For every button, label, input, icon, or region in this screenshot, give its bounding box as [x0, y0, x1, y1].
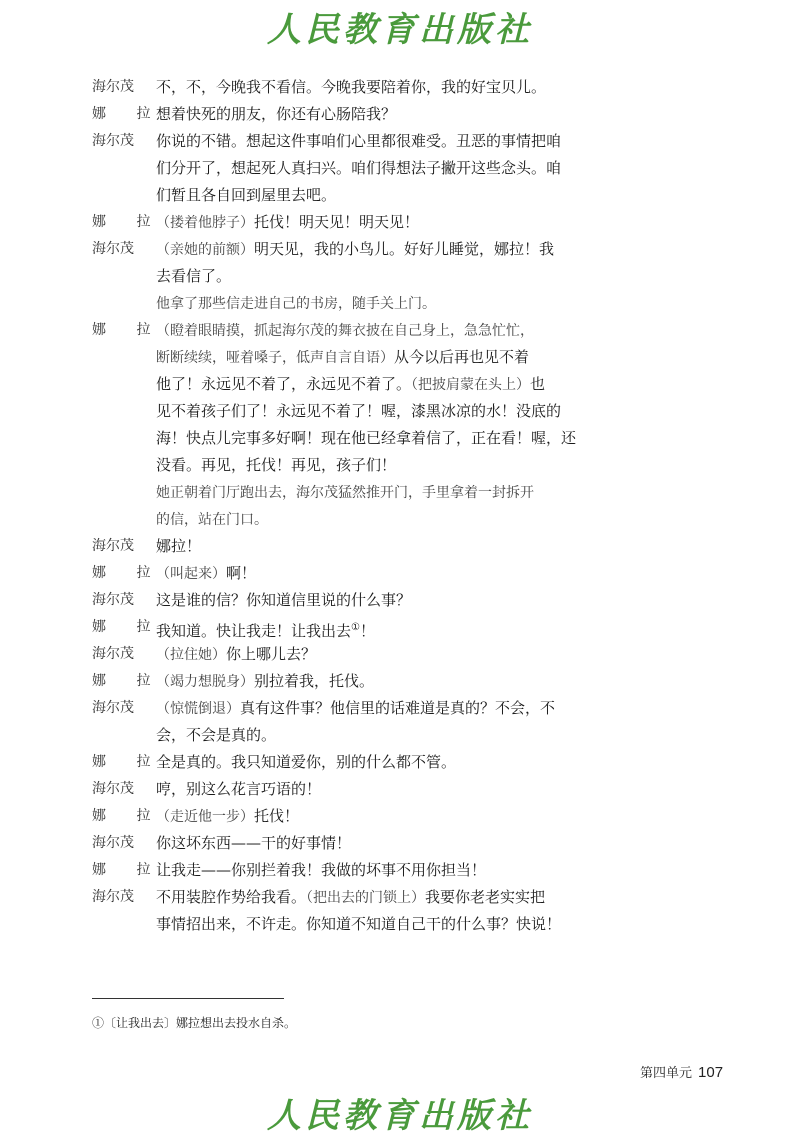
footnote: ①〔让我出去〕娜拉想出去投水自杀。 [92, 1016, 297, 1030]
dialogue-text: 们暂且各自回到屋里去吧。 [156, 186, 337, 204]
speaker-label: 海尔茂 [92, 835, 134, 851]
speaker-label: 海尔茂 [92, 646, 134, 662]
script-line [92, 371, 612, 398]
script-line [92, 344, 612, 371]
speaker-label: 海尔茂 [92, 79, 134, 95]
dialogue-text: 事情招出来，不许走。你知道不知道自己干的什么事？快说！ [156, 915, 562, 933]
publisher-watermark-top: 人民教育出版社 [267, 10, 533, 50]
dialogue-text: 别拉着我，托伐。 [254, 672, 375, 690]
dialogue-text: 你说的不错。想起这件事咱们心里都很难受。丑恶的事情把咱 [156, 132, 562, 150]
stage-direction: （瞪着眼睛摸，抓起海尔茂的舞衣披在自己身上，急急忙忙， [156, 323, 534, 339]
dialogue-text: 们分开了，想起死人真扫兴。咱们得想法子撇开这些念头。咱 [156, 159, 562, 177]
dialogue-text: 托伐！ [254, 807, 300, 825]
play-script [92, 74, 612, 938]
script-line [92, 506, 612, 533]
script-line [92, 155, 612, 182]
script-line [92, 263, 612, 290]
speaker-label: 海尔茂 [92, 538, 134, 554]
page-footer [640, 1062, 723, 1081]
stage-direction: （把披肩蒙在头上） [411, 377, 531, 393]
dialogue-text: 会，不会是真的。 [156, 726, 277, 744]
stage-direction: （把出去的门锁上） [306, 890, 426, 906]
dialogue-text: 不，不，今晚我不看信。今晚我要陪着你，我的好宝贝儿。 [156, 78, 547, 96]
dialogue-text: 海！快点儿完事多好啊！现在他已经拿着信了，正在看！喔，还 [156, 429, 577, 447]
dialogue-text: 我知道。快让我走！让我出去 [156, 622, 352, 640]
speaker-label: 娜 拉 [92, 214, 164, 230]
speaker-label: 海尔茂 [92, 889, 134, 905]
dialogue-text: 从今以后再也见不着 [394, 348, 530, 366]
dialogue-text: 真有这件事？他信里的话难道是真的？不会，不 [240, 699, 556, 717]
unit-label: 第四单元 [640, 1066, 693, 1081]
script-line [92, 587, 612, 614]
script-line [92, 452, 612, 479]
dialogue-text: 你上哪儿去？ [226, 645, 317, 663]
stage-direction: （拉住她） [156, 647, 226, 663]
dialogue-text: 娜拉！ [156, 537, 202, 555]
speaker-label: 海尔茂 [92, 700, 134, 716]
dialogue-text: 去看信了。 [156, 267, 232, 285]
speaker-label: 娜 拉 [92, 106, 164, 122]
stage-direction: （亲她的前额） [156, 242, 254, 258]
script-line [92, 425, 612, 452]
script-line [92, 830, 612, 857]
dialogue-text: 不用装腔作势给我看。 [156, 888, 307, 906]
dialogue-text: 哼，别这么花言巧语的！ [156, 780, 322, 798]
page-number: 107 [698, 1064, 724, 1081]
dialogue-text: 我要你老老实实把 [425, 888, 546, 906]
script-line [92, 641, 612, 668]
speaker-label: 娜 拉 [92, 322, 164, 338]
script-line [92, 101, 612, 128]
script-line [92, 614, 612, 641]
stage-direction: 断断续续，哑着嗓子，低声自言自语） [156, 350, 394, 366]
script-line [92, 290, 612, 317]
script-line [92, 479, 612, 506]
dialogue-text: 见不着孩子们了！永远见不着了！喔，漆黑冰凉的水！没底的 [156, 402, 562, 420]
dialogue-text: 全是真的。我只知道爱你，别的什么都不管。 [156, 753, 457, 771]
script-line [92, 776, 612, 803]
script-line [92, 209, 612, 236]
speaker-label: 海尔茂 [92, 592, 134, 608]
script-line [92, 128, 612, 155]
script-line [92, 398, 612, 425]
footnote-divider [92, 998, 284, 999]
stage-direction: （走近他一步） [156, 809, 254, 825]
dialogue-text: 啊！ [226, 564, 257, 582]
stage-direction: （搂着他脖子） [156, 215, 254, 231]
dialogue-text: 托伐！明天见！明天见！ [254, 213, 420, 231]
script-line [92, 560, 612, 587]
script-line [92, 74, 612, 101]
dialogue-text: 没看。再见，托伐！再见，孩子们！ [156, 456, 397, 474]
speaker-label: 海尔茂 [92, 133, 134, 149]
stage-direction: 他拿了那些信走进自己的书房，随手关上门。 [156, 296, 436, 312]
speaker-label: 娜 拉 [92, 862, 164, 878]
script-line [92, 803, 612, 830]
script-line [92, 236, 612, 263]
dialogue-text: 他了！永远见不着了，永远见不着了。 [156, 375, 412, 393]
script-line [92, 857, 612, 884]
dialogue-text: 让我走——你别拦着我！我做的坏事不用你担当！ [156, 861, 487, 879]
stage-direction: （叫起来） [156, 566, 226, 582]
script-line [92, 533, 612, 560]
speaker-label: 娜 拉 [92, 754, 164, 770]
script-line [92, 911, 612, 938]
script-line [92, 668, 612, 695]
footnote-marker: ① [351, 622, 360, 633]
speaker-label: 娜 拉 [92, 565, 164, 581]
stage-direction: （惊慌倒退） [156, 701, 240, 717]
speaker-label: 海尔茂 [92, 241, 134, 257]
script-line [92, 695, 612, 722]
script-line [92, 884, 612, 911]
dialogue-text: ！ [359, 622, 375, 640]
dialogue-text: 明天见，我的小鸟儿。好好儿睡觉，娜拉！我 [254, 240, 555, 258]
stage-direction: 的信，站在门口。 [156, 512, 268, 528]
stage-direction: （竭力想脱身） [156, 674, 254, 690]
script-line [92, 722, 612, 749]
publisher-watermark-bottom: 人民教育出版社 [267, 1096, 533, 1136]
dialogue-text: 想着快死的朋友，你还有心肠陪我？ [156, 105, 397, 123]
dialogue-text: 也 [530, 375, 546, 393]
script-line [92, 317, 612, 344]
speaker-label: 娜 拉 [92, 619, 164, 635]
dialogue-text: 你这坏东西——干的好事情！ [156, 834, 352, 852]
speaker-label: 娜 拉 [92, 673, 164, 689]
script-line [92, 749, 612, 776]
stage-direction: 她正朝着门厅跑出去，海尔茂猛然推开门，手里拿着一封拆开 [156, 485, 534, 501]
script-line [92, 182, 612, 209]
dialogue-text: 这是谁的信？你知道信里说的什么事？ [156, 591, 412, 609]
speaker-label: 娜 拉 [92, 808, 164, 824]
speaker-label: 海尔茂 [92, 781, 134, 797]
